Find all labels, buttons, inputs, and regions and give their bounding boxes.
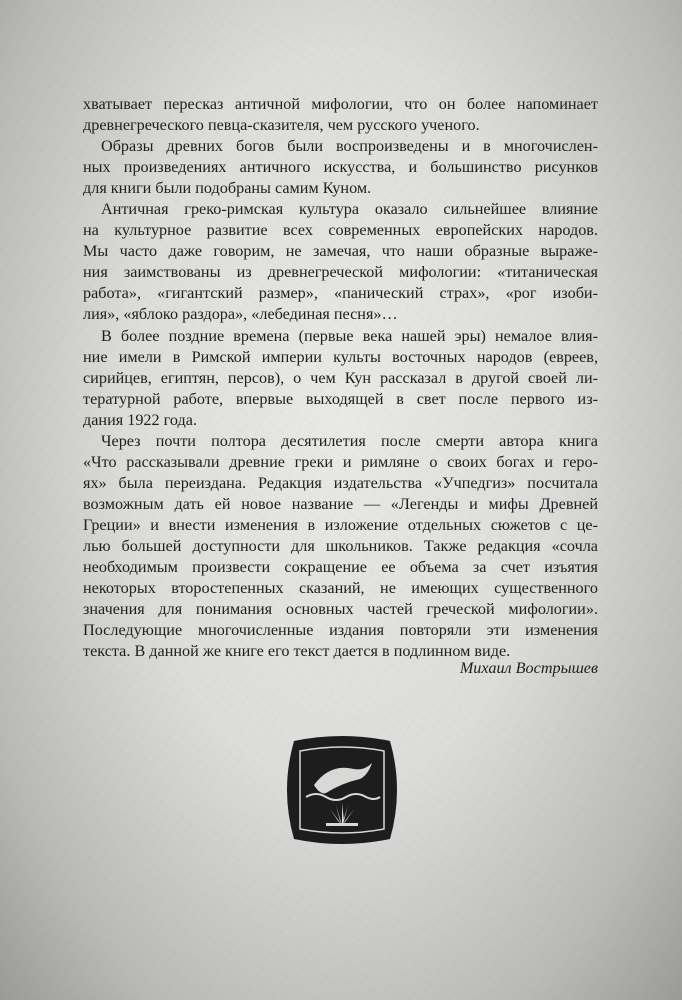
text-line: древнегреческого певца-сказителя, чем русского ученого. — [83, 116, 480, 135]
text-line: для книги были подобраны самим Куном. — [83, 179, 372, 198]
text-line: ных произведениях античного искусства, и большинство рисунков — [83, 158, 598, 177]
text-line: дания 1922 года. — [83, 410, 197, 429]
text-line: В более поздние времена (первые века нашей эры) немалое влия- — [101, 326, 598, 345]
text-line: ния заимствованы из древнегреческой мифологии: «титаническая — [83, 263, 598, 282]
text-line: работа», «гигантский размер», «панический страх», «рог изоби- — [83, 284, 598, 303]
text-line: Последующие многочисленные издания повторяли эти изменения — [83, 621, 598, 640]
text-line: ях» была переиздана. Редакция издательства «Учпедгиз» посчитала — [83, 473, 598, 492]
text-line: некоторых второстепенных сказаний, не имеющих существенного — [83, 579, 598, 598]
text-line: Греции» и внести изменения в изложение отдельных сюжетов с це- — [83, 515, 598, 534]
text-line: возможным дать ей новое название — «Легенды и мифы Древней — [83, 494, 598, 513]
text-line: Образы древних богов были воспроизведены и в многочислен- — [101, 137, 598, 156]
text-line: лью большей доступности для школьников. Также редакция «сочла — [83, 536, 598, 555]
text-line: Через почти полтора десятилетия после смерти автора книга — [101, 431, 598, 450]
text-line: хватывает пересказ античной мифологии, что он более напоминает — [83, 95, 598, 113]
text-line: лия», «яблоко раздора», «лебединая песня»… — [83, 305, 398, 324]
text-line: Античная греко-римская культура оказало сильнейшее влияние — [101, 200, 598, 219]
text-line: ние имели в Римской империи культы восточных народов (евреев, — [83, 347, 598, 366]
text-line: необходимым произвести сокращение ее объема за счет изъятия — [83, 558, 598, 577]
text-line: тературной работе, впервые выходящей в свет после первого из- — [83, 389, 598, 408]
dolphin-emblem-icon — [280, 733, 404, 847]
body-text — [83, 94, 598, 662]
text-line: на культурное развитие всех современных европейских народов. — [83, 221, 598, 240]
text-line: значения для понимания основных частей греческой мифологии». — [83, 600, 598, 619]
text-line: текста. В данной же книге его текст дается в подлинном виде. — [83, 642, 511, 661]
text-line: «Что рассказывали древние греки и римляне о своих богах и геро- — [83, 452, 598, 471]
text-line: сирийцев, египтян, персов), о чем Кун рассказал в другой своей ли- — [83, 368, 598, 387]
author-signature: Михаил Вострышев — [459, 659, 598, 677]
text-line: Мы часто даже говорим, не замечая, что наши образные выраже- — [83, 242, 598, 261]
